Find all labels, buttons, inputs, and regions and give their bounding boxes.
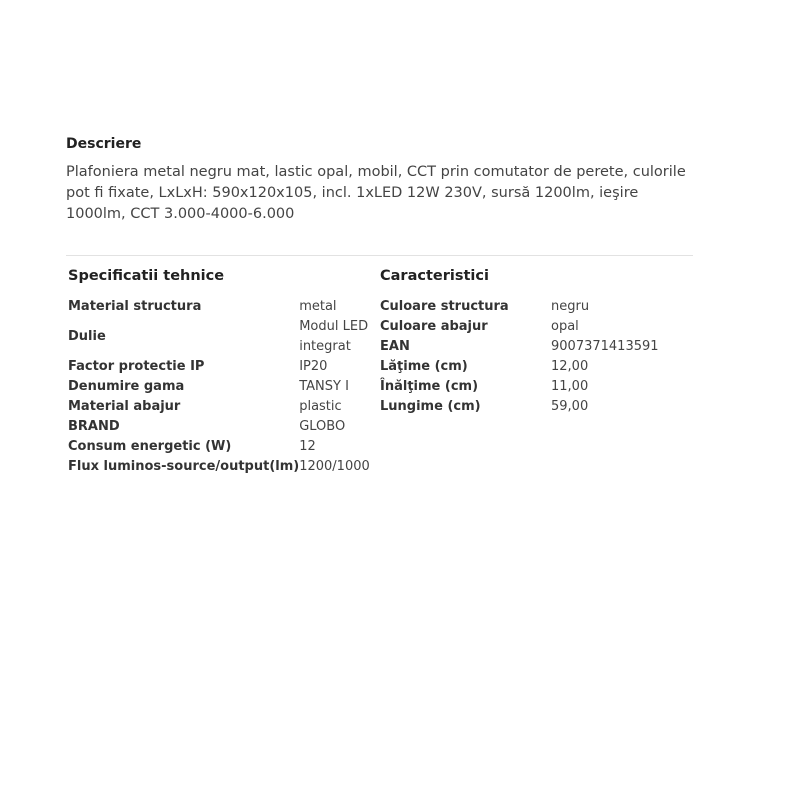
spec-value: 1200/1000 [299,459,370,474]
spec-label: Material abajur [68,399,181,414]
char-value: 11,00 [551,379,589,394]
spec-row-dulie [68,317,373,357]
characteristics-title: Caracteristici [380,268,489,284]
char-label: EAN [380,339,410,354]
spec-row-denumire-gama [68,377,373,397]
spec-label: Denumire gama [68,379,185,394]
section-divider [66,255,693,256]
spec-label: BRAND [68,419,120,434]
specs-table [68,297,373,477]
char-label: Lăţime (cm) [380,359,468,374]
char-row-lungime [380,397,691,417]
char-label: Înălţime (cm) [380,379,479,394]
spec-row-flux-luminos [68,457,373,477]
spec-value: GLOBO [299,419,346,434]
specs-title: Specificatii tehnice [68,268,225,284]
spec-row-consum-energetic [68,437,373,457]
spec-label: Flux luminos-source/output(lm) [68,459,300,474]
char-value: 12,00 [551,359,589,374]
char-value: 59,00 [551,399,589,414]
char-row-ean [380,337,691,357]
char-value: opal [551,319,579,334]
char-row-latime [380,357,691,377]
spec-value: plastic [299,399,342,414]
char-row-culoare-structura [380,297,691,317]
spec-value: IP20 [299,359,328,374]
spec-value: metal [299,299,337,314]
spec-label: Consum energetic (W) [68,439,232,454]
description-title: Descriere [66,136,142,152]
spec-value: 12 [299,439,316,454]
char-value: 9007371413591 [551,339,659,354]
spec-value: TANSY I [299,379,349,394]
char-label: Culoare structura [380,299,509,314]
description-text: Plafoniera metal negru mat, lastic opal, mobil, CCT prin comutator de perete, culorile pot fi fixate, LxLxH: 590x120x105, incl. 1xLED 12W 230V, sursă 1200lm, ieşire 1000lm, CCT 3.000-4000-6.000 [66,164,686,222]
spec-row-factor-protectie [68,357,373,377]
char-row-inaltime [380,377,691,397]
characteristics-table [380,297,691,417]
char-value: negru [551,299,590,314]
spec-value: Modul LED integrat [299,319,369,354]
spec-label: Material structura [68,299,202,314]
spec-row-material-structura [68,297,373,317]
spec-row-brand [68,417,373,437]
spec-row-material-abajur [68,397,373,417]
char-label: Culoare abajur [380,319,488,334]
char-label: Lungime (cm) [380,399,481,414]
spec-label: Factor protectie IP [68,359,205,374]
spec-label: Dulie [68,329,106,344]
char-row-culoare-abajur [380,317,691,337]
